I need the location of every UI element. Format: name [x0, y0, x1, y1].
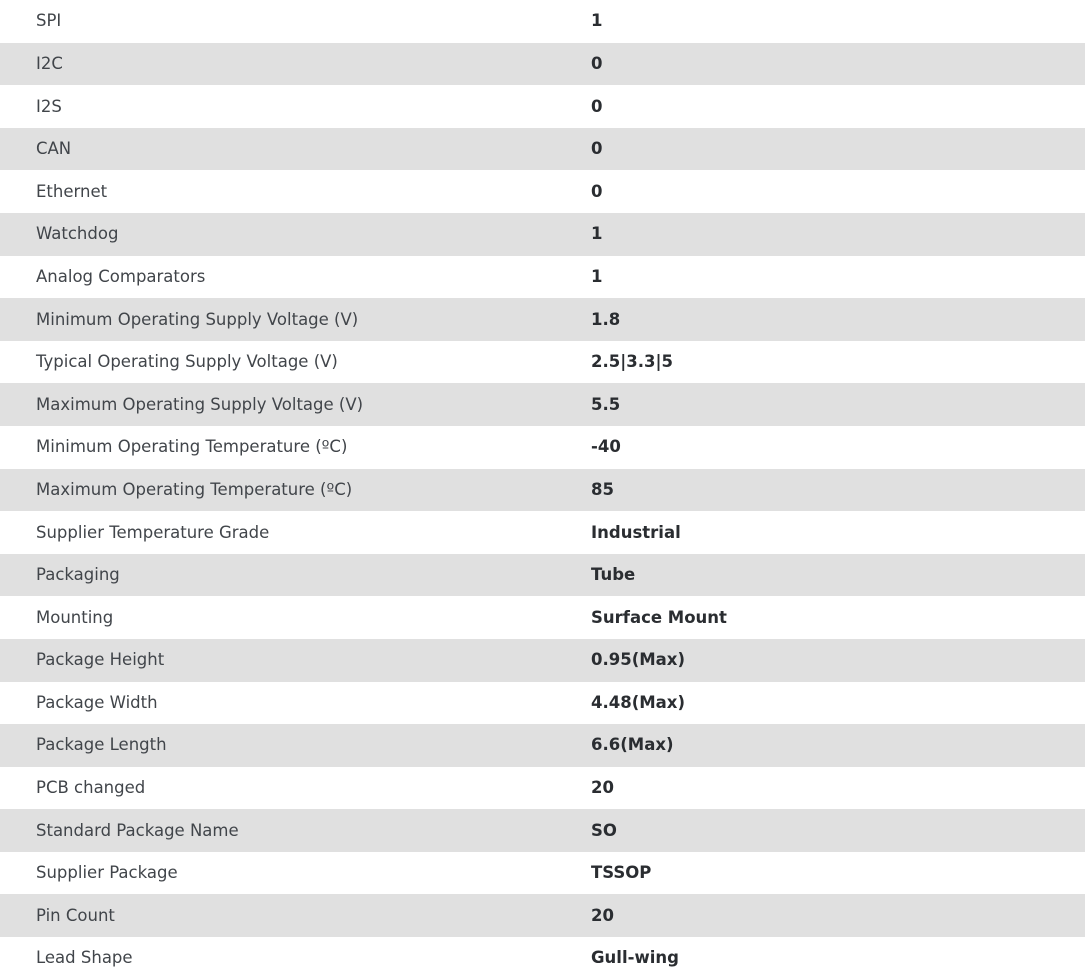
table-row	[0, 85, 1085, 128]
spec-value: 1	[591, 266, 603, 286]
spec-value: TSSOP	[591, 863, 652, 883]
spec-value: 20	[591, 905, 614, 925]
table-row	[0, 596, 1085, 639]
table-row	[0, 511, 1085, 554]
spec-label: I2S	[36, 96, 62, 116]
spec-value: Gull-wing	[591, 948, 679, 968]
spec-label: Watchdog	[36, 224, 119, 244]
table-row	[0, 383, 1085, 426]
spec-label: Package Width	[36, 692, 158, 712]
table-row	[0, 639, 1085, 682]
table-row	[0, 469, 1085, 512]
table-row	[0, 43, 1085, 86]
spec-value: -40	[591, 437, 621, 457]
table-row	[0, 937, 1085, 980]
table-row	[0, 426, 1085, 469]
table-row	[0, 170, 1085, 213]
spec-value: 0	[591, 139, 603, 159]
spec-value: Industrial	[591, 522, 681, 542]
spec-value: 1	[591, 11, 603, 31]
spec-label: Supplier Temperature Grade	[36, 522, 270, 542]
spec-label: CAN	[36, 139, 72, 159]
spec-label: Packaging	[36, 565, 120, 585]
spec-value: 1.8	[591, 309, 621, 329]
spec-label: Analog Comparators	[36, 266, 206, 286]
table-row	[0, 682, 1085, 725]
spec-label: Package Height	[36, 650, 165, 670]
spec-label: Standard Package Name	[36, 820, 239, 840]
spec-value: SO	[591, 820, 617, 840]
spec-value: 0.95(Max)	[591, 650, 685, 670]
spec-label: SPI	[36, 11, 62, 31]
spec-label: I2C	[36, 53, 63, 73]
table-row	[0, 128, 1085, 171]
spec-label: Maximum Operating Supply Voltage (V)	[36, 394, 364, 414]
spec-label: Minimum Operating Supply Voltage (V)	[36, 309, 359, 329]
spec-value: Tube	[591, 565, 636, 585]
spec-value: 20	[591, 778, 614, 798]
table-row	[0, 0, 1085, 43]
spec-label: Lead Shape	[36, 948, 133, 968]
table-row	[0, 298, 1085, 341]
spec-value: 4.48(Max)	[591, 692, 685, 712]
spec-label: Pin Count	[36, 905, 115, 925]
spec-label: Ethernet	[36, 181, 108, 201]
spec-label: Package Length	[36, 735, 167, 755]
table-row	[0, 341, 1085, 384]
spec-value: 0	[591, 53, 603, 73]
spec-label: PCB changed	[36, 778, 146, 798]
spec-value: 2.5|3.3|5	[591, 352, 673, 372]
spec-value: 1	[591, 224, 603, 244]
spec-value: Surface Mount	[591, 607, 727, 627]
spec-label: Supplier Package	[36, 863, 178, 883]
table-row	[0, 554, 1085, 597]
table-row	[0, 809, 1085, 852]
spec-value: 0	[591, 181, 603, 201]
table-row	[0, 256, 1085, 299]
table-row	[0, 724, 1085, 767]
spec-value: 85	[591, 479, 614, 499]
table-row	[0, 852, 1085, 895]
spec-label: Mounting	[36, 607, 114, 627]
spec-label: Maximum Operating Temperature (ºC)	[36, 479, 353, 499]
table-row	[0, 894, 1085, 937]
spec-value: 0	[591, 96, 603, 116]
spec-value: 6.6(Max)	[591, 735, 674, 755]
table-row	[0, 213, 1085, 256]
table-row	[0, 767, 1085, 810]
spec-label: Typical Operating Supply Voltage (V)	[36, 352, 338, 372]
spec-value: 5.5	[591, 394, 621, 414]
spec-label: Minimum Operating Temperature (ºC)	[36, 437, 348, 457]
